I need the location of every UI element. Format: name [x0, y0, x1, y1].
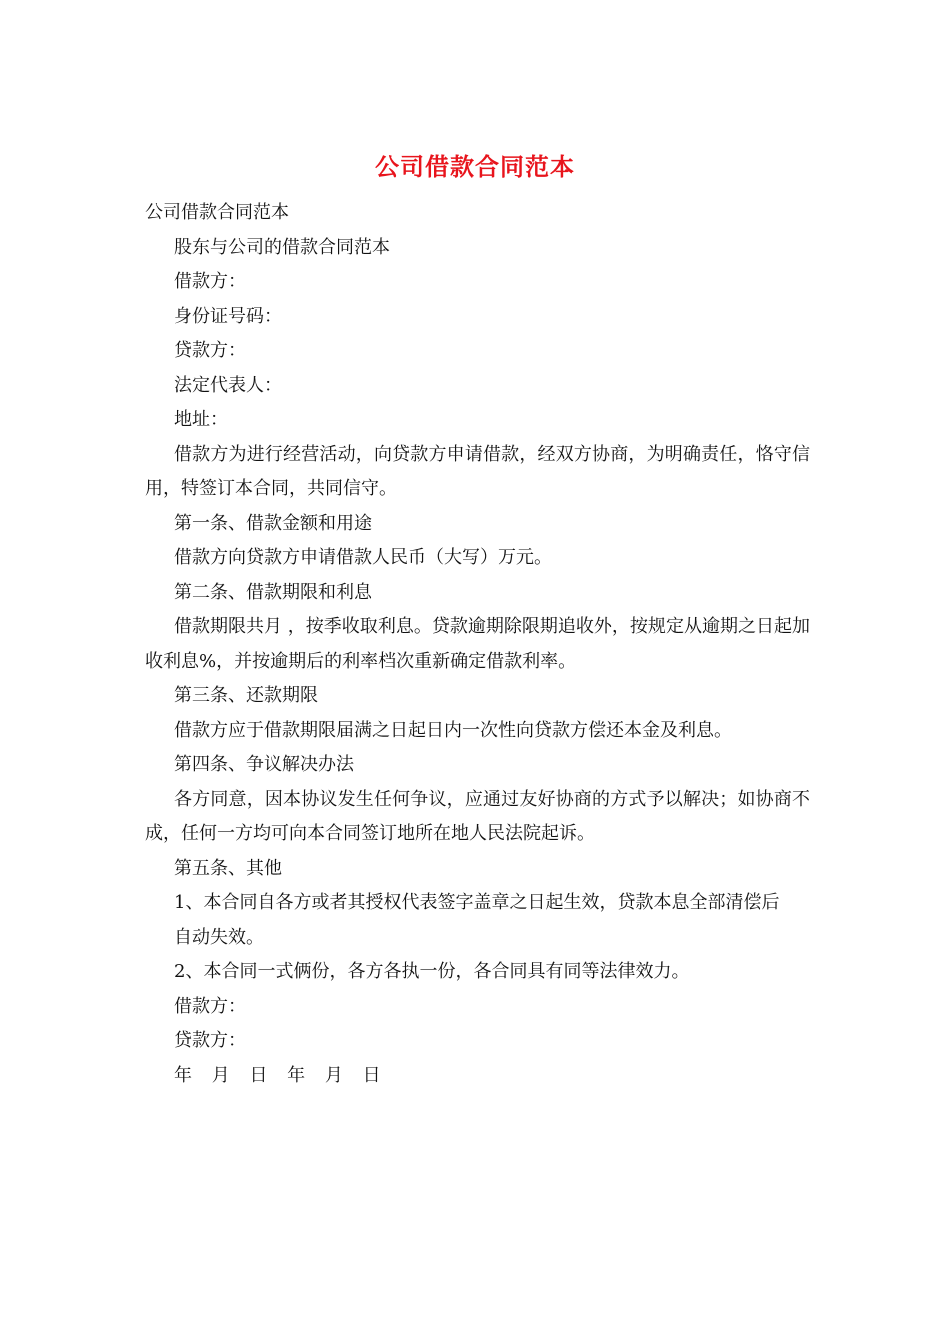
lender-signature-field: 贷款方：: [174, 1030, 246, 1051]
article-5-heading: 第五条、其他: [174, 857, 282, 879]
signature-dates: 年 月 日 年 月 日: [174, 1064, 384, 1086]
borrower-signature-field: 借款方：: [174, 995, 246, 1017]
article-2-heading: 第二条、借款期限和利息: [174, 581, 372, 603]
preamble-paragraph: 借款方为进行经营活动，向贷款方申请借款，经双方协商，为明确责任，恪守信用，特签订本合同，共同信守。: [145, 443, 810, 499]
article-5-item-1: 1、本合同自各方或者其授权代表签字盖章之日起生效，贷款本息全部清偿后: [174, 892, 780, 913]
legal-representative-field: 法定代表人：: [174, 374, 282, 396]
article-1-text: 借款方向贷款方申请借款人民币（大写）万元。: [174, 547, 552, 568]
id-number-field: 身份证号码：: [174, 305, 282, 327]
address-field: 地址：: [174, 409, 228, 430]
article-5-item-2: 2、本合同一式俩份，各方各执一份，各合同具有同等法律效力。: [174, 961, 690, 982]
article-4-text: 各方同意，因本协议发生任何争议，应通过友好协商的方式予以解决；如协商不成，任何一方均可向本合同签订地所在地人民法院起诉。: [145, 788, 810, 844]
doc-heading-repeat: 公司借款合同范本: [145, 202, 289, 223]
article-3-text: 借款方应于借款期限届满之日起日内一次性向贷款方偿还本金及利息。: [174, 719, 732, 741]
doc-subtitle: 股东与公司的借款合同范本: [174, 236, 390, 258]
document-body: [145, 196, 810, 1093]
article-1-heading: 第一条、借款金额和用途: [174, 512, 372, 534]
document-title: 公司借款合同范本: [375, 152, 575, 181]
article-4-heading: 第四条、争议解决办法: [174, 754, 354, 775]
lender-field: 贷款方：: [174, 340, 246, 361]
borrower-field: 借款方：: [174, 271, 246, 292]
article-2-text: 借款期限共月 ，按季收取利息。贷款逾期除限期追收外，按规定从逾期之日起加收利息%，并按逾期后的利率档次重新确定借款利率。: [145, 616, 810, 672]
article-5-item-1-continued: 自动失效。: [174, 926, 264, 948]
article-3-heading: 第三条、还款期限: [174, 685, 318, 706]
